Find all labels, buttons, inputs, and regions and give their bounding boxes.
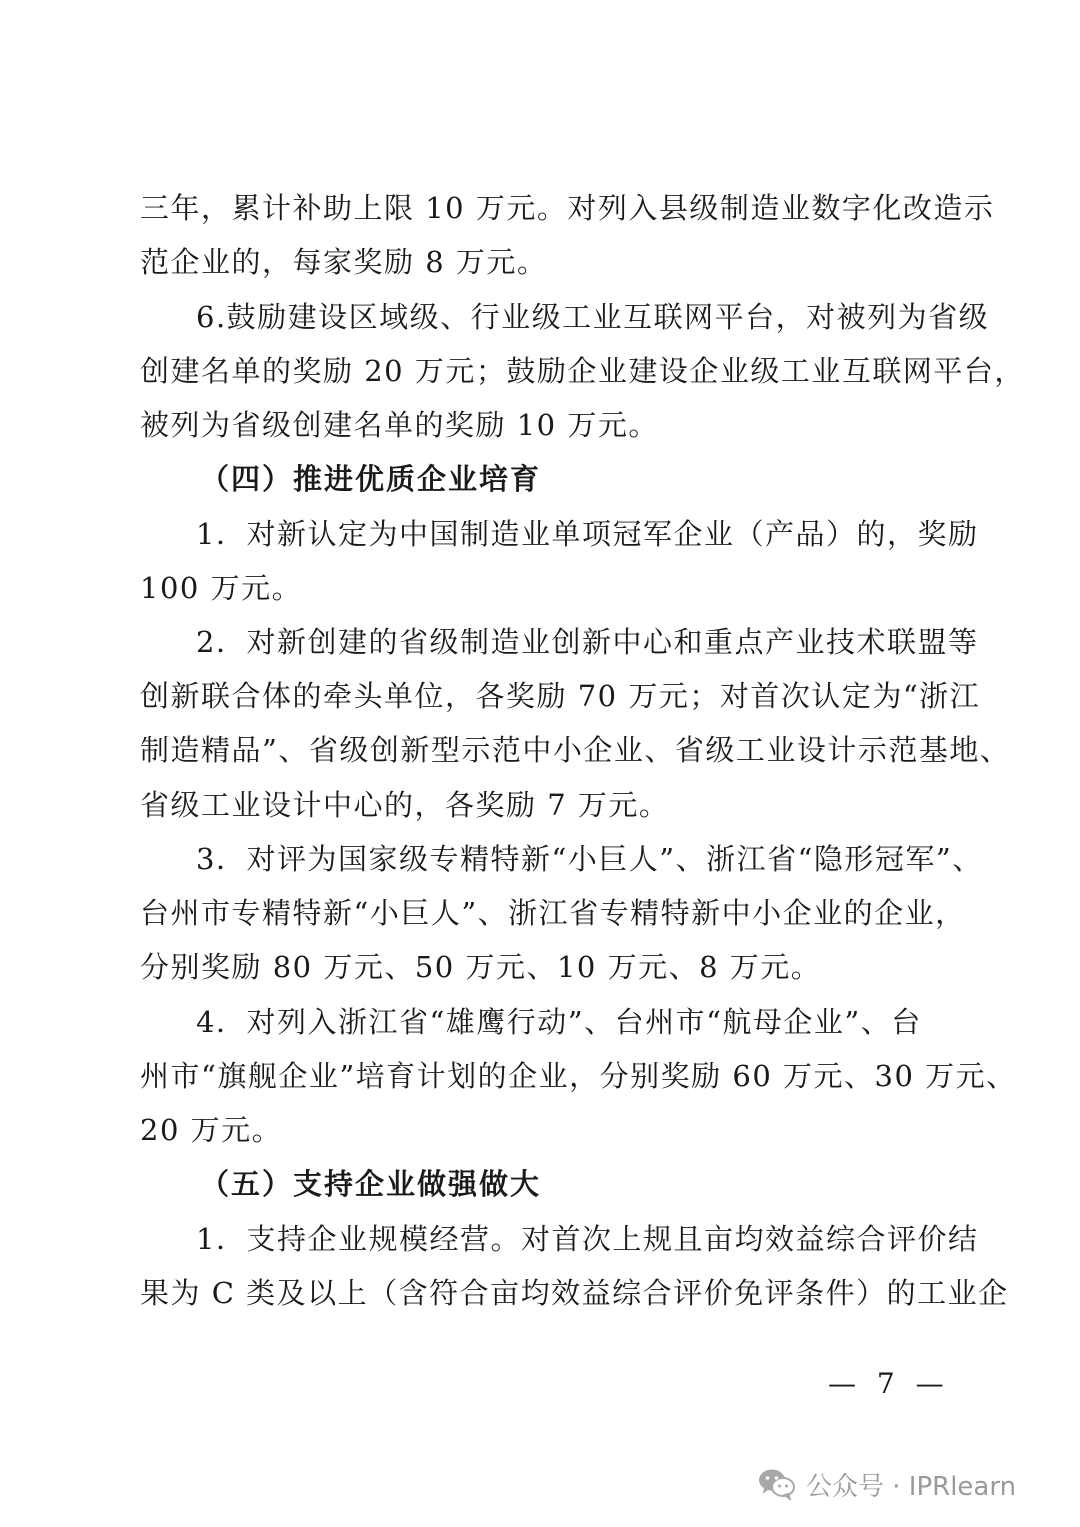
paragraph-line: 6.鼓励建设区域级、行业级工业互联网平台，对被列为省级 (196, 300, 990, 334)
paragraph-line: 省级工业设计中心的，各奖励 7 万元。 (140, 788, 670, 822)
paragraph-line: 创建名单的奖励 20 万元；鼓励企业建设企业级工业互联网平台， (140, 354, 1025, 388)
paragraph-line: 4．对列入浙江省“雄鹰行动”、台州市“航母企业”、台 (196, 1005, 922, 1039)
paragraph-line: 被列为省级创建名单的奖励 10 万元。 (140, 408, 659, 442)
paragraph-line: 制造精品”、省级创新型示范中小企业、省级工业设计示范基地、 (140, 733, 1011, 767)
paragraph-line: 创新联合体的牵头单位，各奖励 70 万元；对首次认定为“浙江 (140, 679, 981, 713)
paragraph-line: 20 万元。 (140, 1113, 283, 1147)
paragraph-line: 三年，累计补助上限 10 万元。对列入县级制造业数字化改造示 (140, 191, 995, 225)
section-heading: （四）推进优质企业培育 (200, 462, 542, 496)
paragraph-line: 果为 C 类及以上（含符合亩均效益综合评价免评条件）的工业企 (140, 1276, 1009, 1310)
paragraph-line: 1．支持企业规模经营。对首次上规且亩均效益综合评价结 (196, 1222, 979, 1256)
paragraph-line: 2．对新创建的省级制造业创新中心和重点产业技术联盟等 (196, 625, 979, 659)
paragraph-line: 100 万元。 (140, 571, 303, 605)
wechat-icon (758, 1468, 796, 1500)
paragraph-line: 1．对新认定为中国制造业单项冠军企业（产品）的，奖励 (196, 517, 979, 551)
paragraph-line: 州市“旗舰企业”培育计划的企业，分别奖励 60 万元、30 万元、 (140, 1059, 1017, 1093)
paragraph-line: 分别奖励 80 万元、50 万元、10 万元、8 万元。 (140, 950, 822, 984)
watermark-text: 公众号 · IPRlearn (806, 1471, 1017, 1502)
page-number: — 7 — (828, 1367, 950, 1400)
watermark (758, 1462, 1016, 1506)
section-heading: （五）支持企业做强做大 (200, 1167, 542, 1201)
paragraph-line: 台州市专精特新“小巨人”、浙江省专精特新中小企业的企业， (140, 896, 966, 930)
paragraph-line: 范企业的，每家奖励 8 万元。 (140, 245, 548, 279)
paragraph-line: 3．对评为国家级专精特新“小巨人”、浙江省“隐形冠军”、 (196, 842, 983, 876)
